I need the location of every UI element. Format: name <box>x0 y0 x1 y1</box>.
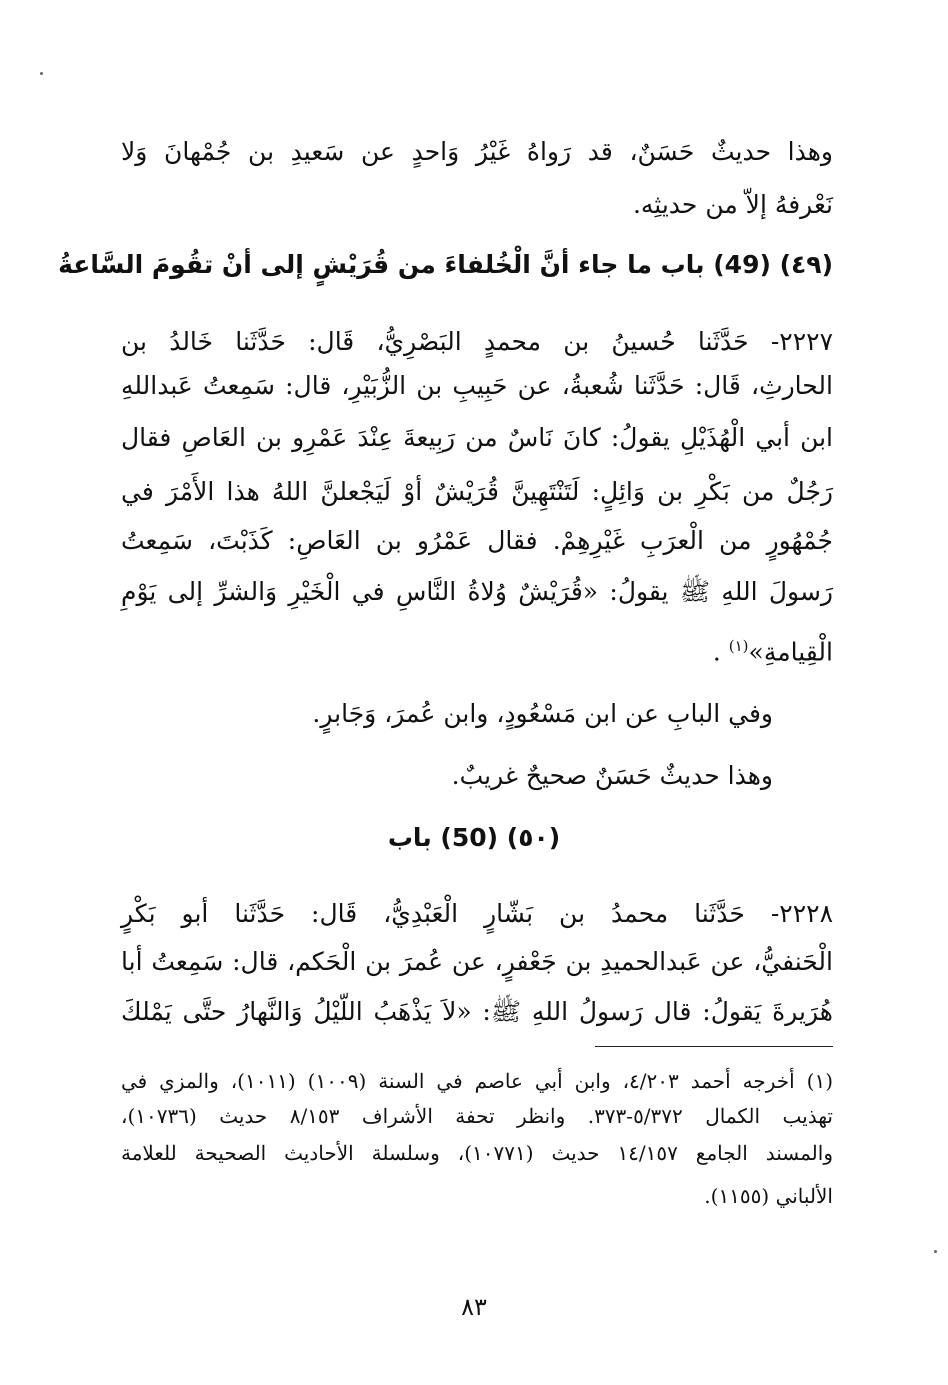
chapter-note-1: وفي البابِ عن ابن مَسْعُودٍ، وابن عُمرَ، وَجَابرٍ. <box>312 699 773 728</box>
chapter-note-2: وهذا حديثٌ حَسَنٌ صحيحٌ غريبٌ. <box>451 761 773 790</box>
hadith-2228-line-3: هُرَيرةَ يَقولُ: قال رَسولُ اللهِ ﷺ: «لاَ يَذْهَبُ اللّيْلُ وَالنَّهارُ حتَّى يَمْلكَ <box>121 997 833 1026</box>
footnote-separator <box>595 1046 833 1047</box>
hadith-2227-line-5: جُمْهُورٍ من الْعرَبِ غَيْرِهِمْ. فقال عَمْرُو بن العَاصِ: كَذَبْتَ، سَمِعتُ <box>121 526 833 555</box>
page-number: ٨٣ <box>461 1293 487 1321</box>
footnote-line-1: (١) أخرجه أحمد ٤/٢٠٣، وابن أبي عاصم في السنة (١٠٠٩) (١٠١١)، والمزي في <box>121 1069 833 1093</box>
chapter-49-heading: (٤٩) (49) باب ما جاء أنَّ الْخُلفاءَ من قُرَيْشٍ إلى أنْ تقُومَ السَّاعةُ <box>58 250 833 279</box>
footnote-reference: (١) <box>728 637 749 655</box>
footnote-line-3: والمسند الجامع ١٤/١٥٧ حديث (١٠٧٧١)، وسلسلة الأحاديث الصحيحة للعلامة <box>121 1141 833 1165</box>
hadith-2227-line-1: ٢٢٢٧- حَدَّثَنا حُسينُ بن محمدٍ البَصْرِيُّ، قَال: حَدَّثَنا خَالدُ بن <box>121 327 833 356</box>
intro-line-2: نَعْرفهُ إلاّ من حديثِه. <box>632 190 833 219</box>
hadith-2227-last-words: الْقِيامةِ» <box>748 637 833 667</box>
footnote-line-2: تهذيب الكمال ٥/٣٧٢-٣٧٣. وانظر تحفة الأشراف ٨/١٥٣ حديث (١٠٧٣٦)، <box>121 1104 833 1128</box>
hadith-2228-line-2: الْحَنفيُّ، عن عَبدالحميدِ بن جَعْفرٍ، عن عُمرَ بن الْحَكم، قال: سَمِعتُ أبا <box>121 947 833 976</box>
hadith-2228-line-1: ٢٢٢٨- حَدَّثَنا محمدُ بن بَشّارٍ الْعَبْدِيُّ، قَال: حَدَّثَنا أبو بَكْرٍ <box>121 899 833 928</box>
scan-speck <box>934 1250 937 1253</box>
hadith-2227-line-3: ابن أبي الْهُذَيْلِ يقولُ: كانَ نَاسٌ من رَبِيعةَ عِنْدَ عَمْرِو بن العَاصِ فقال <box>121 423 833 452</box>
hadith-2227-line-7 <box>713 628 833 670</box>
footnote-line-4: الألباني (١١٥٥). <box>704 1184 833 1208</box>
closing-period: . <box>712 637 721 667</box>
hadith-2227-line-6: رَسولَ اللهِ ﷺ يقولُ: «قُرَيْشٌ وُلاةُ النَّاسِ في الْخَيْرِ وَالشرِّ إلى يَوْمِ <box>121 577 833 606</box>
hadith-2227-line-4: رَجُلٌ من بَكْرِ بن وَائِلٍ: لَتَنْتَهِينَّ قُرَيْشٌ أوْ لَيَجْعلنَّ اللهُ هذا الأَمْرَ في <box>121 477 833 506</box>
chapter-50-heading: (٥٠) (50) باب <box>387 823 561 852</box>
intro-line-1: وهذا حديثٌ حَسَنٌ، قد رَواهُ غَيْرُ وَاحدٍ عن سَعيدِ بن جُمْهانَ وَلا <box>121 137 833 166</box>
hadith-2227-line-2: الحارثِ، قَال: حَدَّثَنا شُعبةُ، عن حَبِيبِ بن الزُّبَيْرِ، قال: سَمِعتُ عَبداللهِ <box>121 371 833 400</box>
scan-speck <box>40 72 43 75</box>
